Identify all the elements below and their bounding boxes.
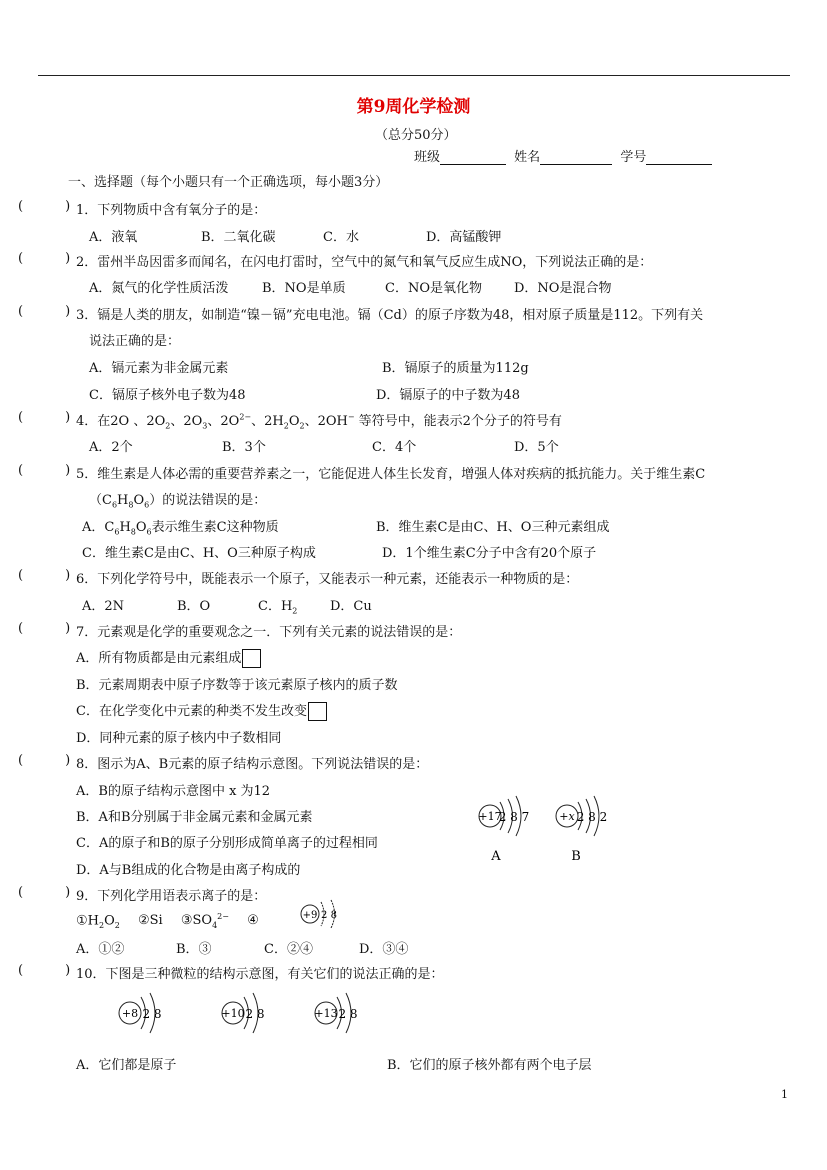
atom-diagrams-q8	[470, 790, 620, 870]
q4-option-d: D．5个	[514, 440, 559, 455]
header-rule	[38, 75, 790, 76]
svg-text:+13: +13	[314, 1007, 338, 1020]
particle-diagram-2	[221, 993, 264, 1033]
answer-paren[interactable]: ( )	[18, 304, 71, 319]
answer-paren[interactable]: ( )	[18, 963, 71, 978]
q3-option-a: A．镉元素为非金属元素	[89, 361, 229, 376]
name-label: 姓名	[514, 150, 541, 165]
atom-diagram-a	[478, 796, 529, 864]
q7-stem: 7．元素观是化学的重要观念之一．下列有关元素的说法错误的是：	[76, 625, 462, 640]
q5-option-c: C．维生素C是由C、H、O三种原子构成	[82, 546, 316, 561]
q1-option-d: D．高锰酸钾	[426, 230, 502, 245]
svg-text:+x: +x	[559, 810, 575, 823]
answer-paren[interactable]: ( )	[18, 410, 71, 425]
q6-option-a: A．2N	[82, 599, 125, 614]
q7-option-a: A．所有物质都是由元素组成	[76, 647, 261, 668]
q2-stem: 2．雷州半岛因雷多而闻名，在闪电打雷时，空气中的氮气和氧气反应生成NO，下列说法正确的是：	[76, 255, 653, 270]
q2-option-a: A．氮气的化学性质活泼	[89, 281, 229, 296]
svg-text:+9: +9	[302, 910, 318, 921]
q3-stem-cont: 说法正确的是：	[89, 334, 181, 349]
svg-text:2 8: 2 8	[142, 1007, 162, 1021]
svg-text:2 8 2: 2 8 2	[576, 810, 608, 824]
id-blank[interactable]	[646, 151, 712, 165]
q9-option-c: C．②④	[264, 942, 313, 957]
q6-option-c: C．$H_2$	[258, 599, 298, 616]
q8-option-a: A．B的原子结构示意图中 x 为12	[76, 784, 271, 799]
q4-option-a: A．2个	[89, 440, 133, 455]
id-label: 学号	[620, 150, 647, 165]
class-blank[interactable]	[440, 151, 506, 165]
q4-option-c: C．4个	[372, 440, 417, 455]
q5-option-b: B．维生素C是由C、H、O三种元素组成	[376, 520, 610, 535]
name-blank[interactable]	[540, 151, 612, 165]
answer-paren[interactable]: ( )	[18, 199, 71, 214]
q8-option-d: D．A与B组成的化合物是由离子构成的	[76, 863, 301, 878]
q7-option-d: D．同种元素的原子核内中子数相同	[76, 731, 282, 746]
checkbox-icon[interactable]	[308, 702, 327, 721]
answer-paren[interactable]: ( )	[18, 251, 71, 266]
q8-option-b: B．A和B分别属于非金属元素和金属元素	[76, 810, 313, 825]
q2-option-c: C．NO是氧化物	[385, 281, 482, 296]
student-info	[414, 146, 712, 165]
total-score: （总分50分）	[375, 128, 457, 143]
q2-option-d: D．NO是混合物	[514, 281, 612, 296]
q10-option-b: B．它们的原子核外都有两个电子层	[387, 1058, 592, 1073]
svg-text:A: A	[491, 849, 501, 864]
particle-diagrams-q10	[110, 985, 370, 1035]
q3-option-b: B．镉原子的质量为112g	[382, 361, 529, 376]
q6-stem: 6．下列化学符号中，既能表示一个原子，又能表示一种元素，还能表示一种物质的是：	[76, 572, 579, 587]
q6-option-d: D．Cu	[330, 599, 372, 614]
answer-paren[interactable]: ( )	[18, 621, 71, 636]
page-number: 1	[781, 1088, 788, 1101]
q1-option-c: C．水	[323, 230, 359, 245]
q1-option-b: B．二氧化碳	[201, 230, 276, 245]
q8-option-c: C．A的原子和B的原子分别形成简单离子的过程相同	[76, 836, 378, 851]
q8-stem: 8．图示为A、B元素的原子结构示意图。下列说法错误的是：	[76, 757, 429, 772]
q1-option-a: A．液氧	[89, 230, 138, 245]
particle-diagram-1	[119, 993, 162, 1033]
q9-stem: 9．下列化学用语表示离子的是：	[76, 889, 267, 904]
section-heading: 一、选择题（每个小题只有一个正确选项，每小题3分）	[68, 175, 389, 190]
q3-option-c: C．镉原子核外电子数为48	[89, 388, 246, 403]
checkbox-icon[interactable]	[242, 649, 261, 668]
q6-option-b: B．O	[177, 599, 211, 614]
atom-diagram-b	[556, 796, 607, 864]
q4-stem: 4．在2O 、$2O_2$、$2O_3$、$2O^{2-}$、$2H_2O_2$、2OH− 等符号中，能表示2个分子的符号有	[76, 412, 562, 431]
svg-text:+10: +10	[221, 1007, 245, 1020]
q9-options: $①H_2O_2$ ②Si $③SO_4^{2-}$ ④	[76, 912, 259, 930]
q5-stem: 5．维生素是人体必需的重要营养素之一，它能促进人体生长发育，增强人体对疾病的抵抗能力。关于维生素C	[76, 467, 706, 482]
q7-option-c: C．在化学变化中元素的种类不发生改变	[76, 700, 327, 721]
q1-stem: 1．下列物质中含有氧分子的是：	[76, 203, 267, 218]
q5-option-d: D．1个维生素C分子中含有20个原子	[382, 546, 597, 561]
q9-option-a: A．①②	[76, 942, 125, 957]
svg-text:+17: +17	[478, 810, 502, 823]
particle-diagram-3	[314, 993, 357, 1033]
svg-text:2 8 7: 2 8 7	[498, 810, 530, 824]
q5-option-a: A．$C_6H_8O_6$表示维生素C这种物质	[82, 520, 279, 537]
answer-paren[interactable]: ( )	[18, 568, 71, 583]
q10-option-a: A．它们都是原子	[76, 1058, 177, 1073]
svg-text:2 8: 2 8	[321, 910, 337, 921]
q10-stem: 10．下图是三种微粒的结构示意图，有关它们的说法正确的是：	[76, 967, 444, 982]
svg-text:2 8: 2 8	[245, 1007, 265, 1021]
answer-paren[interactable]: ( )	[18, 463, 71, 478]
page-title: 第9周化学检测	[356, 97, 471, 117]
class-label: 班级	[414, 150, 441, 165]
ion-diagram-q9	[296, 896, 356, 932]
svg-text:B: B	[571, 849, 581, 864]
answer-paren[interactable]: ( )	[18, 753, 71, 768]
svg-text:2 8: 2 8	[338, 1007, 358, 1021]
q2-option-b: B．NO是单质	[262, 281, 346, 296]
svg-text:+8: +8	[121, 1007, 139, 1020]
q4-option-b: B．3个	[222, 440, 266, 455]
q9-option-d: D．③④	[359, 942, 409, 957]
q5-stem-cont: $(C_6H_8O_6)$的说法错误的是：	[89, 493, 267, 510]
q3-stem: 3．镉是人类的朋友，如制造“镍－镉”充电电池。镉（Cd）的原子序数为48，相对原子质量是112。下列有关	[76, 308, 704, 323]
q9-option-b: B．③	[176, 942, 212, 957]
q7-option-b: B．元素周期表中原子序数等于该元素原子核内的质子数	[76, 678, 398, 693]
answer-paren[interactable]: ( )	[18, 885, 71, 900]
q3-option-d: D．镉原子的中子数为48	[376, 388, 520, 403]
